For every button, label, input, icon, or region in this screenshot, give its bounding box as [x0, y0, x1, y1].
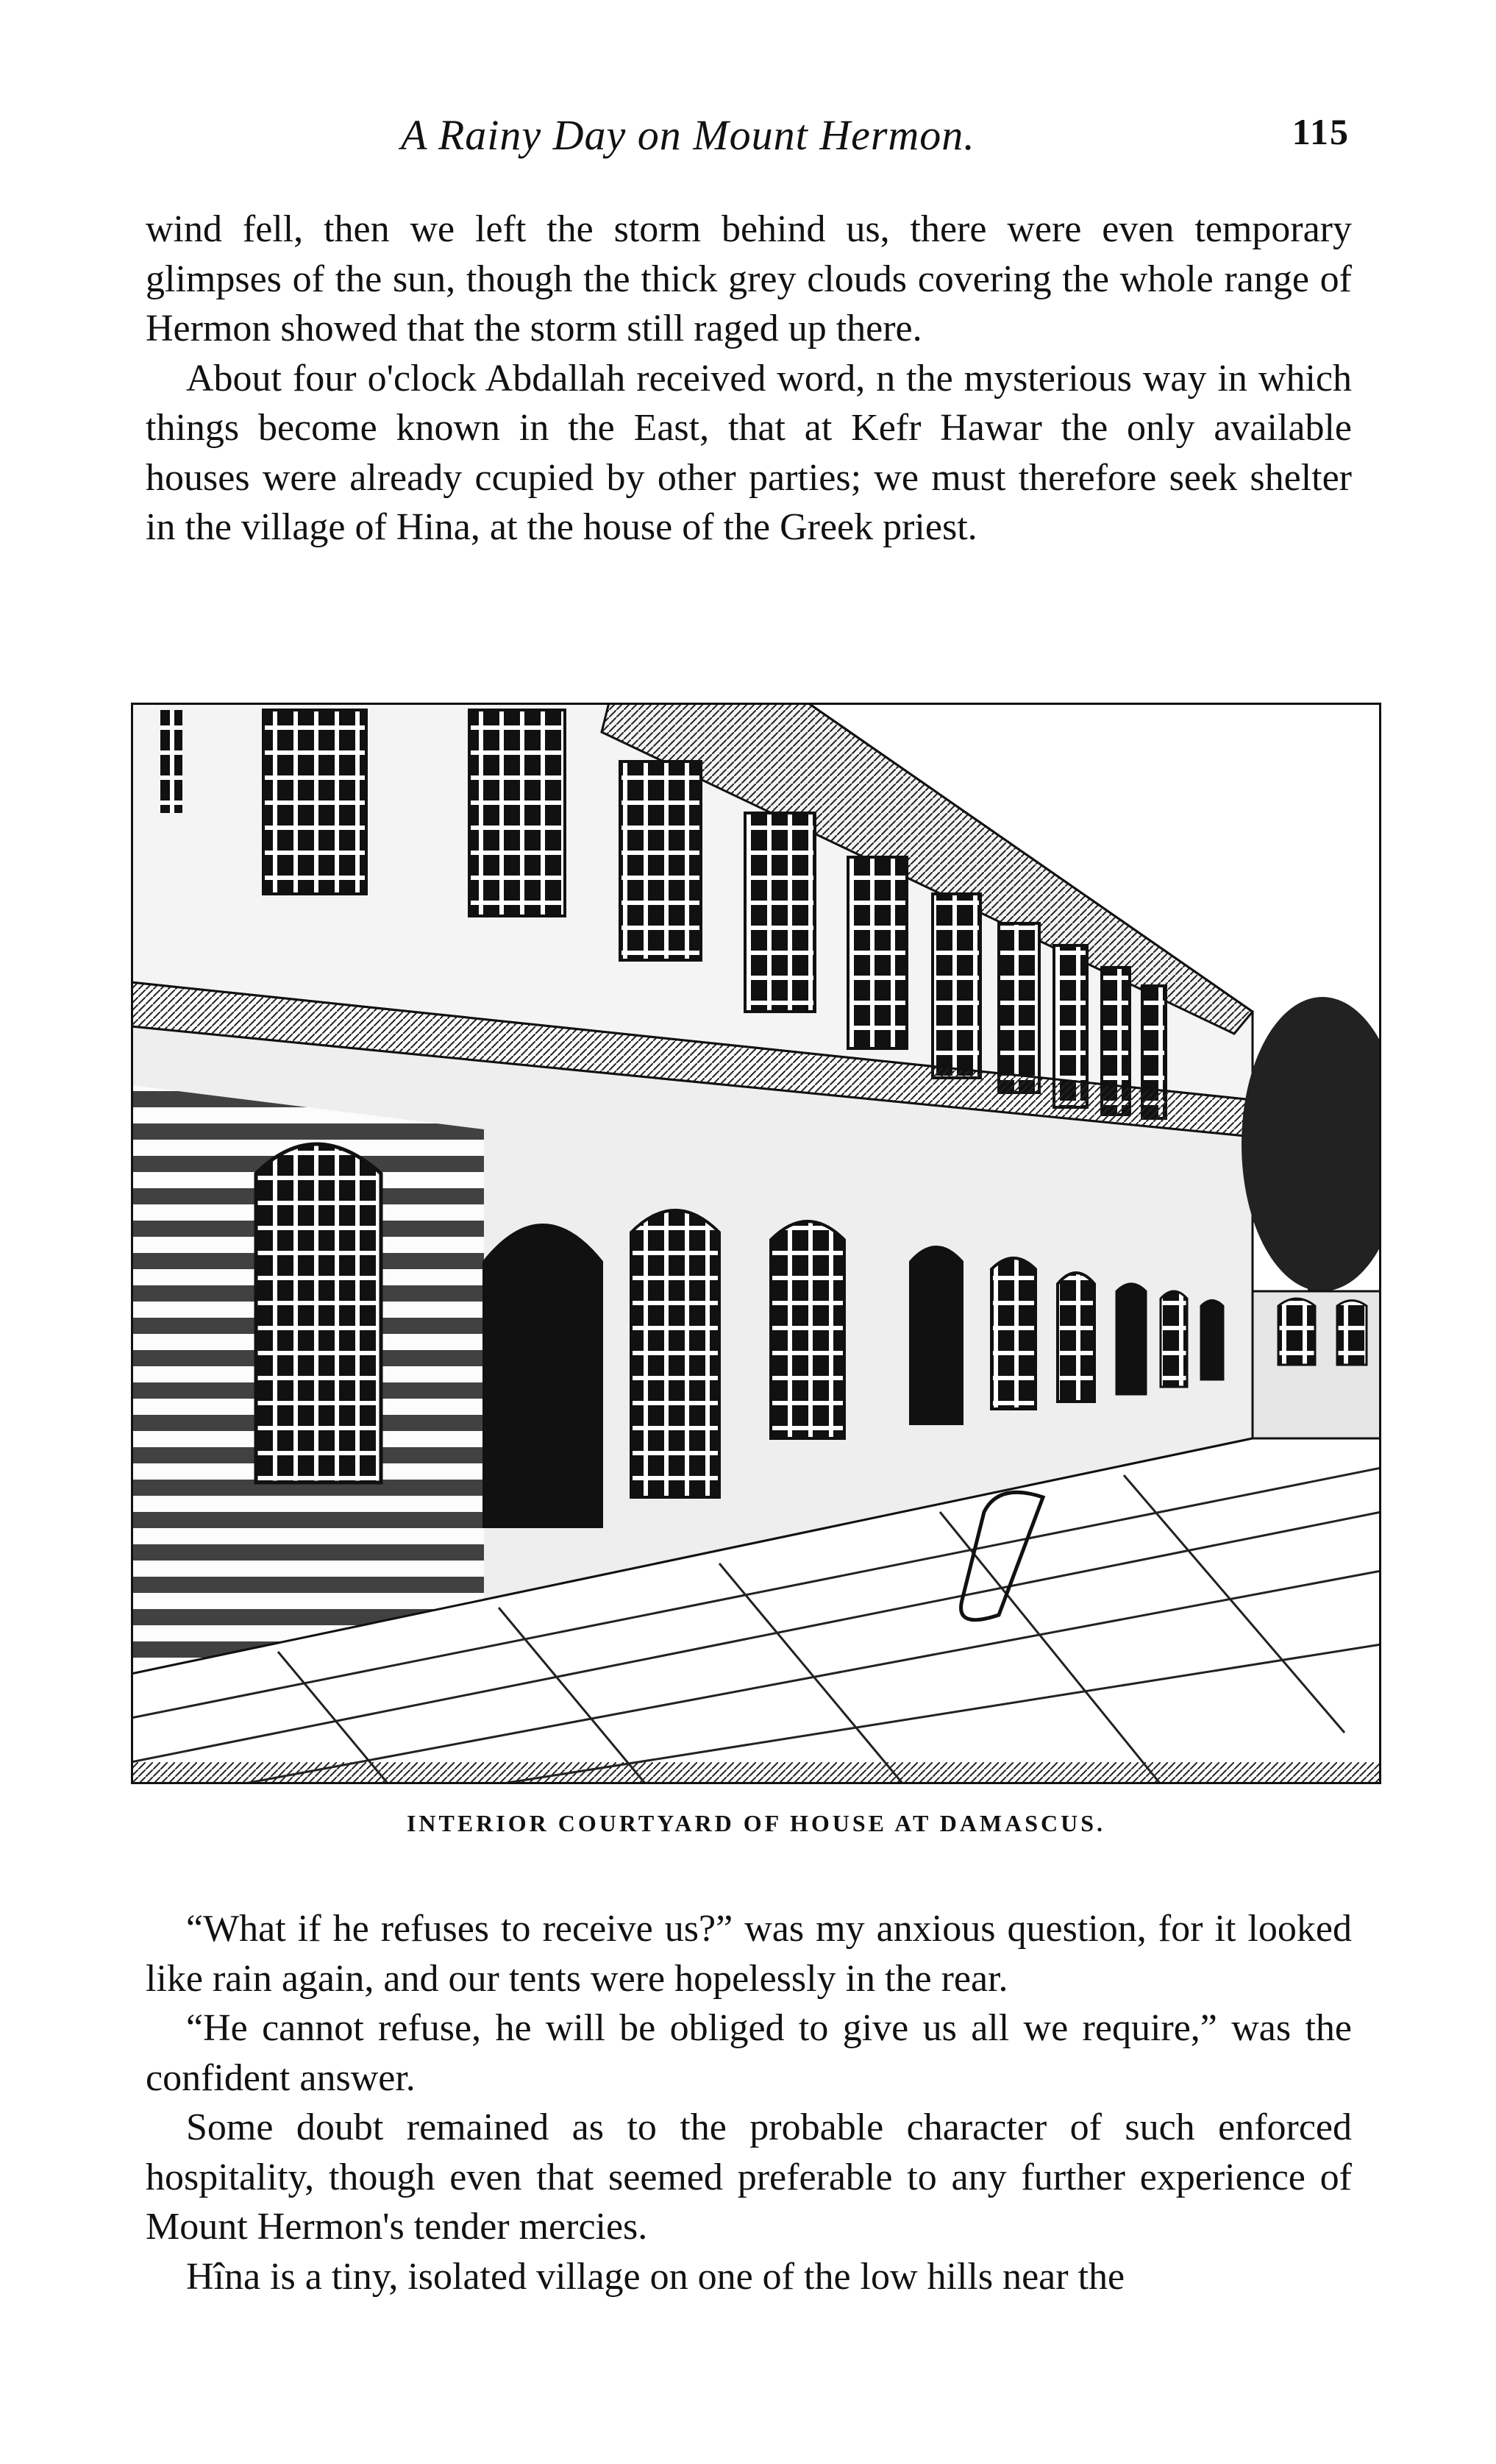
page-number: 115 — [1292, 111, 1350, 152]
figure-caption: INTERIOR COURTYARD OF HOUSE AT DAMASCUS. — [406, 1810, 1106, 1836]
paragraph: Hîna is a tiny, isolated village on one of the low hills near the — [186, 2255, 1125, 2298]
courtyard-illustration — [131, 703, 1381, 1784]
paragraph: Some doubt remained as to the probable character of such enforced hospitality, though even that seemed preferable to any further experience of Mount Hermon's tender mercies. — [146, 2106, 1352, 2248]
bottom-text-block — [146, 1904, 1352, 2301]
top-text-block — [146, 205, 1352, 553]
paragraph: wind fell, then we left the storm behind us, there were even temporary glimpses of the sun, though the thick grey clouds covering the whole range of Hermon showed that the storm still raged up there. — [146, 208, 1352, 349]
paragraph: “He cannot refuse, he will be obliged to give us all we require,” was the confident answer. — [146, 2007, 1352, 2099]
paragraph: “What if he refuses to receive us?” was my anxious question, for it looked like rain again, and our tents were hopelessly in the rear. — [146, 1908, 1352, 2000]
paragraph: About four o'clock Abdallah received word, n the mysterious way in which things become known in the East, that at Kefr Hawar the only available houses were already ccupied by other parties; we must therefore seek shelter in the village of Hina, at the house of the Greek priest. — [146, 357, 1352, 548]
running-title: A Rainy Day on Mount Hermon. — [401, 111, 975, 159]
running-head — [401, 110, 1350, 169]
